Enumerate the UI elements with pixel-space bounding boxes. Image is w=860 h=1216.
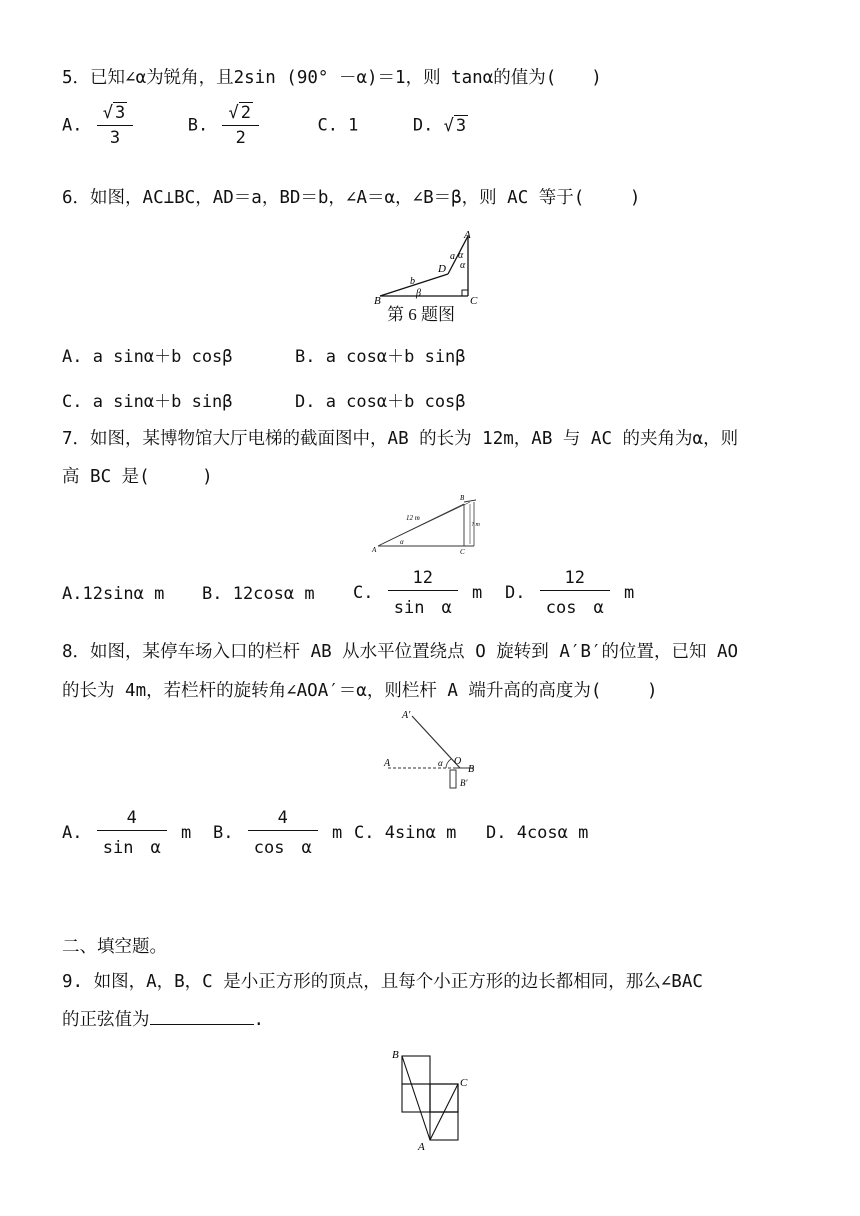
q8-label-a-prime: A′ [402, 710, 411, 721]
q9-stem-prefix: 的正弦值为 [62, 1010, 150, 1030]
q6-label-beta: β [416, 288, 421, 299]
q6-label-b: B [374, 295, 381, 307]
q8-stem-line2: 的长为 4m，若栏杆的旋转角∠AOA′＝α，则栏杆 A 端升高的高度为( ) [62, 681, 658, 701]
q7-option-b: B. 12cosα m [202, 584, 315, 604]
section-title-fill-in: 二、填空题。 [62, 937, 167, 957]
q5-options [62, 103, 468, 148]
q7-label-alpha: α [400, 538, 404, 546]
q7-option-d-label: D. [505, 583, 526, 603]
q6-caption: 第 6 题图 [387, 305, 455, 324]
q7-label-b: B [460, 494, 465, 502]
q9-label-b: B [392, 1049, 399, 1061]
q8-label-o: O [454, 756, 462, 767]
q7-option-d [505, 568, 634, 618]
q7-label-a: A [372, 546, 377, 554]
q8-option-b-label: B. [213, 823, 234, 843]
q7-option-c-label: C. [353, 583, 374, 603]
q7-stem-line1: 7．如图，某博物馆大厅电梯的截面图中，AB 的长为 12m，AB 与 AC 的夹角为α，则 [62, 429, 739, 449]
q7-label-length: 12 m [406, 514, 420, 522]
q6-option-c: C. a sinα＋b sinβ [62, 392, 233, 412]
q6-option-b: B. a cosα＋b sinβ [295, 347, 466, 367]
q9-figure [386, 1044, 486, 1152]
q8-option-a-unit: m [180, 823, 192, 843]
q8-option-d: D. 4cosα m [486, 823, 589, 843]
q7-option-c [353, 568, 482, 618]
q9-label-c: C [460, 1077, 468, 1089]
sqrt-sign-icon: √ 3 [102, 103, 126, 123]
q7-option-a: A.12sinα m [62, 584, 165, 604]
q6-option-d: D. a cosα＋b cosβ [295, 392, 466, 412]
q6-option-a: A. a sinα＋b cosβ [62, 347, 233, 367]
q9-stem-line2 [62, 1006, 264, 1031]
q6-label-a: A [464, 229, 471, 241]
q6-stem: 6．如图，AC⊥BC，AD＝a，BD＝b，∠A＝α，∠B＝β，则 AC 等于( ) [62, 188, 641, 208]
q6-label-a-side: a [450, 251, 455, 262]
q8-figure [380, 706, 490, 796]
q5-option-d-label: D. [412, 115, 434, 136]
q9-answer-blank[interactable] [150, 1008, 254, 1025]
q8-stem-line1: 8．如图，某停车场入口的栏杆 AB 从水平位置绕点 O 旋转到 A′B′的位置，已知 AO [62, 642, 739, 662]
q7-option-d-unit: m [623, 583, 635, 603]
q5-stem: 5．已知∠α为锐角，且2sin (90° －α)＝1，则 tanα的值为( ) [62, 68, 602, 88]
q8-label-a: A [384, 758, 391, 769]
q9-stem-suffix: . [253, 1010, 265, 1030]
q9-label-a: A [418, 1141, 425, 1152]
q8-option-a-fraction: $\frac{4}{\text{sin α}}$ [97, 808, 167, 858]
q6-label-c: C [470, 295, 478, 307]
q5-option-b-fraction: $\frac{√ 2}{2}$ [222, 103, 259, 148]
q5-option-a-label: A. [62, 115, 83, 136]
q5-option-d-sqrt: √ 3 [443, 115, 467, 136]
q8-option-b [213, 808, 342, 858]
q7-label-height: ? m [471, 522, 480, 528]
q8-label-b: B [468, 764, 475, 775]
q8-option-a-label: A. [62, 823, 83, 843]
q8-option-b-fraction: $\frac{4}{\text{cos α}}$ [248, 808, 318, 858]
q7-stem-line2: 高 BC 是( ) [62, 467, 213, 487]
q7-figure [370, 494, 490, 556]
q7-option-d-fraction: $\frac{12}{\text{cos α}}$ [540, 568, 610, 618]
q6-label-alpha1: α [458, 250, 464, 261]
q7-label-c: C [460, 548, 465, 556]
q8-option-c: C. 4sinα m [354, 823, 457, 843]
q8-label-alpha: α [438, 758, 443, 768]
sqrt-sign-icon: √ 2 [228, 103, 251, 123]
q9-stem-line1: 9. 如图，A，B，C 是小正方形的顶点，且每个小正方形的边长都相同，那么∠BAC [62, 972, 703, 992]
q6-label-alpha2: α [460, 260, 466, 271]
q7-option-c-fraction: $\frac{12}{\text{sin α}}$ [388, 568, 458, 618]
q6-label-b-side: b [410, 276, 415, 287]
q6-label-d: D [438, 263, 446, 275]
q7-option-c-unit: m [471, 583, 483, 603]
q5-option-c: C. 1 [317, 115, 359, 136]
q8-option-b-unit: m [331, 823, 343, 843]
q8-label-b-prime: B′ [460, 778, 468, 788]
q5-option-b-label: B. [187, 115, 209, 136]
q8-option-a [62, 808, 191, 858]
q5-option-a-fraction: $\frac{√ 3}{3}$ [97, 103, 134, 148]
